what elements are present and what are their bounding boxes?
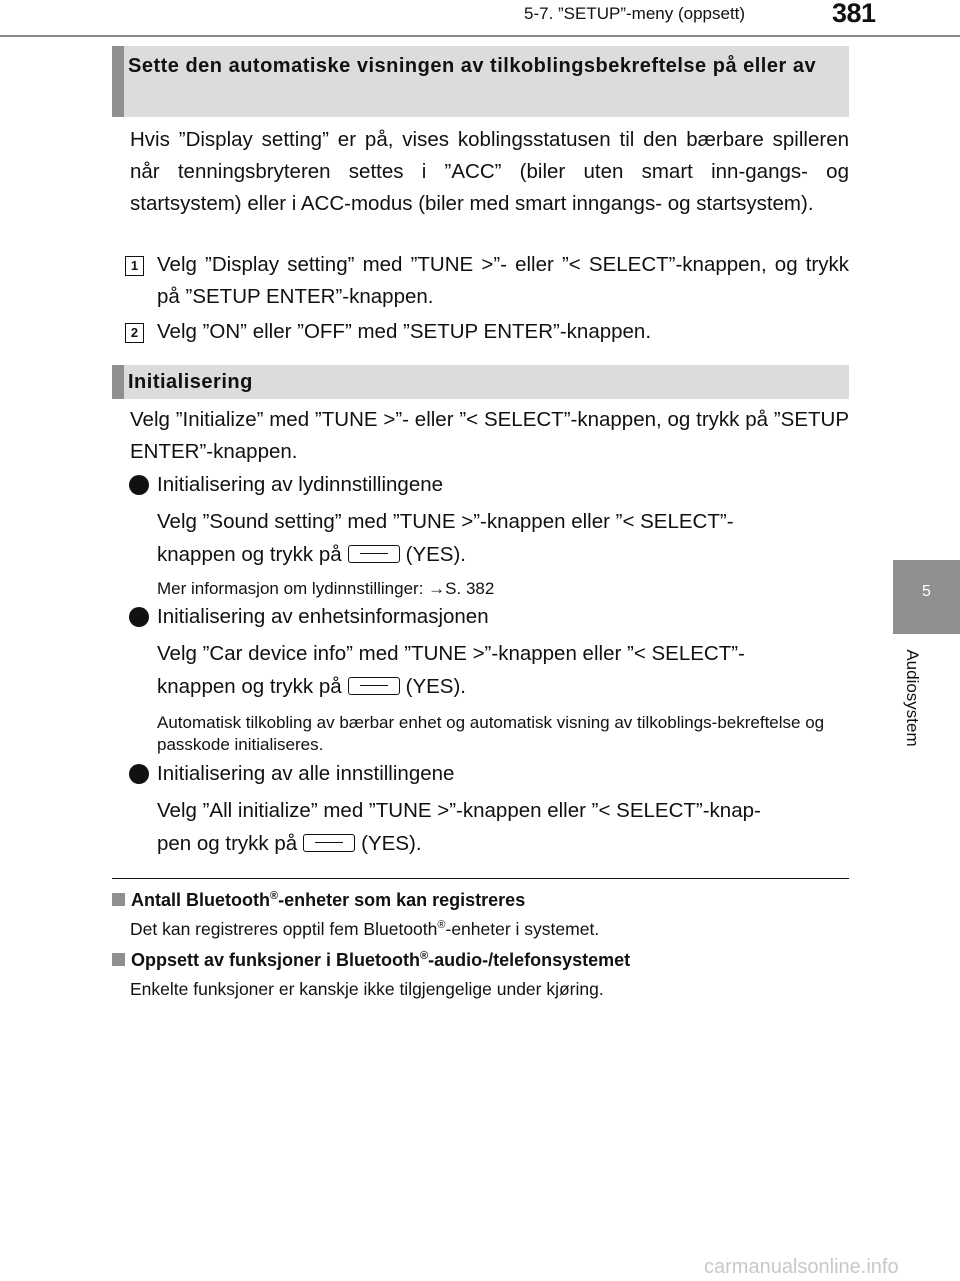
- watermark: carmanualsonline.info: [704, 1256, 899, 1278]
- dash-button-icon: [348, 677, 400, 695]
- section1-intro: Hvis ”Display setting” er på, vises koblingsstatusen til den bærbare spilleren når tenningsbryteren settes i ”ACC” (biler uten smart inn-gangs- og startsystem) eller i ACC-modus (biler med smart inngangs- og startsystem).: [130, 128, 849, 215]
- section-heading-text: Initialisering: [128, 371, 253, 393]
- step-text-2: Velg ”ON” eller ”OFF” med ”SETUP ENTER”-knappen.: [157, 320, 652, 343]
- note-heading-text: -audio-/telefonsystemet: [428, 950, 631, 970]
- item-body-text: pen og trykk på: [157, 832, 298, 855]
- registered-mark: ®: [269, 890, 279, 902]
- note-heading-text: -enheter som kan registreres: [278, 890, 526, 910]
- section-heading-display-setting: [112, 46, 849, 117]
- note-heading-text: Antall Bluetooth: [131, 890, 270, 910]
- item-title-all: Initialisering av alle innstillingene: [157, 762, 455, 785]
- bullet-icon: [129, 607, 149, 627]
- note-text-bluetooth-setup: Enkelte funksjoner er kanskje ikke tilgjengelige under kjøring.: [130, 979, 604, 999]
- page-reference-link[interactable]: S. 382: [445, 579, 495, 598]
- header-divider: [0, 35, 960, 37]
- note-text: Mer informasjon om lydinnstillinger:: [157, 579, 424, 598]
- note-heading-text: Oppsett av funksjoner i Bluetooth: [131, 950, 421, 970]
- section2-intro: Velg ”Initialize” med ”TUNE >”- eller ”< SELECT”-knappen, og trykk på ”SETUP ENTER”-knappen.: [130, 408, 849, 463]
- item-body-all-line2: [157, 828, 849, 860]
- bullet-icon: [129, 475, 149, 495]
- note-text: Det kan registreres opptil fem Bluetooth: [130, 919, 438, 939]
- chapter-number: 5: [922, 583, 931, 600]
- step-number-1: 1: [125, 256, 144, 276]
- square-bullet-icon: [112, 893, 125, 906]
- dash-button-icon: [348, 545, 400, 563]
- note-heading-bluetooth-setup: [112, 950, 630, 971]
- arrow-right-icon: →: [428, 579, 446, 598]
- chapter-tab: [893, 560, 960, 634]
- chapter-label: Audiosystem: [903, 649, 922, 747]
- notes-divider: [112, 878, 849, 879]
- dash-button-icon: [303, 834, 355, 852]
- item-body-sound-line2: [157, 539, 849, 571]
- square-bullet-icon: [112, 953, 125, 966]
- note-text: -enheter i systemet.: [445, 919, 600, 939]
- item-body-all-line1: Velg ”All initialize” med ”TUNE >”-knappen eller ”< SELECT”-knap-: [157, 799, 761, 822]
- note-text-bluetooth-count: [130, 919, 599, 940]
- registered-mark: ®: [420, 950, 429, 962]
- section-heading-initialisering: [112, 365, 849, 399]
- note-heading-bluetooth-count: [112, 890, 525, 911]
- item-body-sound-line1: Velg ”Sound setting” med ”TUNE >”-knappen eller ”< SELECT”-: [157, 510, 734, 533]
- item-note-sound: [157, 578, 849, 600]
- chapter-label-container: [898, 640, 926, 770]
- item-body-device-line1: Velg ”Car device info” med ”TUNE >”-knappen eller ”< SELECT”-: [157, 642, 745, 665]
- step-text-1: Velg ”Display setting” med ”TUNE >”- eller ”< SELECT”-knappen, og trykk på ”SETUP ENTER”-knappen.: [157, 253, 849, 308]
- item-body-text: knappen og trykk på: [157, 675, 342, 698]
- running-header-title: 5-7. ”SETUP”-meny (oppsett): [524, 4, 746, 23]
- page-number: 381: [832, 0, 876, 28]
- item-body-text: (YES).: [361, 832, 422, 855]
- item-body-device-line2: [157, 671, 849, 703]
- section-heading-text: Sette den automatiske visningen av tilkoblingsbekreftelse på eller av: [128, 55, 817, 77]
- item-title-sound: Initialisering av lydinnstillingene: [157, 473, 444, 496]
- item-body-text: (YES).: [405, 675, 466, 698]
- step-number-2: 2: [125, 323, 144, 343]
- bullet-icon: [129, 764, 149, 784]
- item-note-device: Automatisk tilkobling av bærbar enhet og automatisk visning av tilkoblings-bekreftelse og passkode initialiseres.: [157, 713, 825, 754]
- item-body-text: knappen og trykk på: [157, 543, 342, 566]
- item-body-text: (YES).: [405, 543, 466, 566]
- item-title-device: Initialisering av enhetsinformasjonen: [157, 605, 489, 628]
- registered-mark: ®: [437, 919, 446, 932]
